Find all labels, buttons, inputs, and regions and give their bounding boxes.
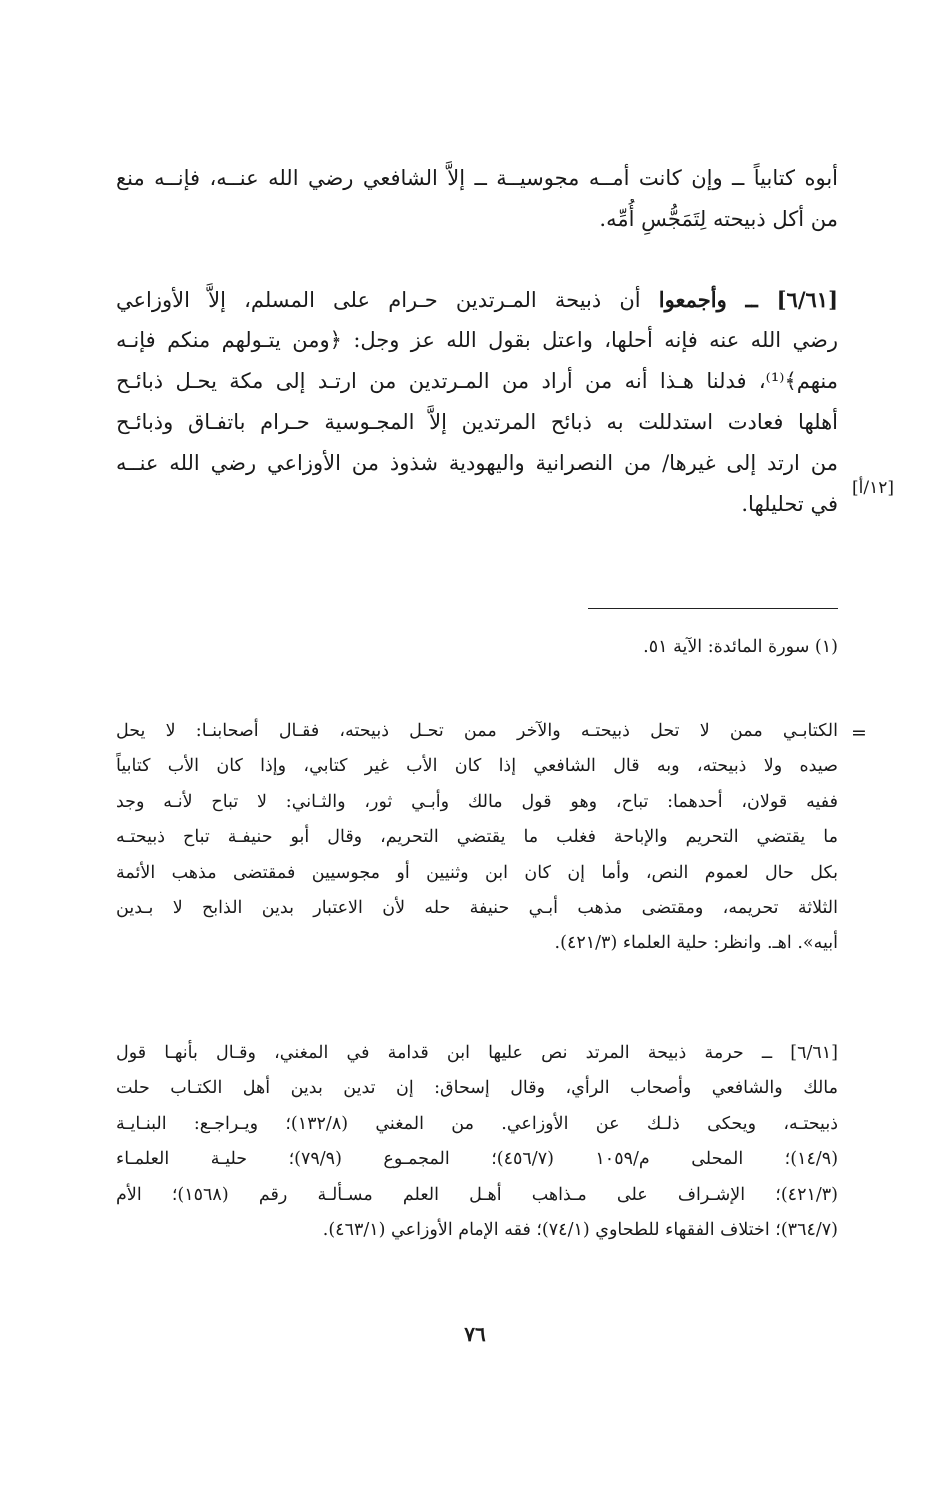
text-line: الثلاثة تحريمه، ومقتضى مذهب أبـي حنيفة حله لأن الاعتبار بدين الذابح لا بـدين (116, 897, 838, 918)
main-paragraph-1 (116, 158, 838, 240)
text-line: رضي الله عنه فإنه أحلها، واعتل بقول الله عز وجل: ﴿ومن يتـولهم منكم فإنـه (116, 328, 838, 352)
footnote-1 (116, 630, 838, 665)
text-line: (١) سورة المائدة: الآية ٥١. (643, 637, 838, 657)
page-number: ٧٦ (464, 1322, 486, 1346)
text-line: مالك والشافعي وأصحاب الرأي، وقال إسحاق: إن تدين بدين أهل الكتـاب حلت (116, 1078, 838, 1099)
text-line: أبوه كتابياً ــ وإن كانت أمــه مجوسيــة ــ إلاَّ الشافعي رضي الله عنــه، فإنــه منع (116, 166, 838, 190)
text-line: أبيه». اهـ. وانظر: حلية العلماء (٤٢١/٣). (554, 933, 838, 954)
text-line: من أكل ذبيحته لِتَمَجُّسِ أُمِّه. (599, 207, 838, 231)
text-line: [٦/٦١] ــ حرمة ذبيحة المرتد نص عليها ابن قدامة في المغني، وقـال بأنهـا قول (116, 1043, 838, 1063)
text-line: الكتابـي ممن لا تحل ذبيحتـه والآخر ممن تحـل ذبيحته، فقـال أصحابنـا: لا يحل (116, 721, 838, 741)
section-marker: [٦/٦١] ــ وأجمعوا (658, 287, 838, 312)
text-line: ففيه قولان، أحدهما: تباح، وهو قول مالك وأبـي ثور، والثـاني: لا تباح لأنـه وجد (116, 791, 838, 812)
footnote-commentary-block (116, 1036, 838, 1248)
footnote-separator (588, 608, 838, 609)
text-line: من ارتد إلى غيرها/ من النصرانية واليهودية شذوذ من الأوزاعي رضي الله عنــه (116, 451, 838, 475)
text-line: (٣٦٤/٧)؛ اختلاف الفقهاء للطحاوي (٧٤/١)؛ فقه الإمام الأوزاعي (٤٦٣/١). (322, 1219, 838, 1240)
text-line: في تحليلها. (741, 492, 838, 516)
footnote-continuation-block (116, 714, 838, 962)
text-line: ذبيحتـه، ويحكى ذلـك عن الأوزاعي. من المغني (١٣٢/٨)؛ ويـراجـع: البنـايـة (116, 1113, 838, 1134)
text-line: صيده ولا ذبيحته، وبه قال الشافعي إذا كان الأب غير كتابي، وإذا كان الأب كتابياً (116, 756, 838, 777)
text-line: ما يقتضي التحريم والإباحة فغلب ما يقتضي التحريم، وقال أبو حنيفـة تباح ذبيحتـه (116, 827, 838, 848)
text-line: (٤٢١/٣)؛ الإشـراف على مـذاهب أهـل العلم مسـألـة رقم (١٥٦٨)؛ الأم (116, 1184, 838, 1205)
text-line: (١٤/٩)؛ المحلى م/١٠٥٩ (٤٥٦/٧)؛ المجمـوع (٧٩/٩)؛ حليـة العلمـاء (116, 1149, 838, 1170)
main-paragraph-2 (116, 279, 838, 525)
manuscript-folio-reference: [١٢/أ] (852, 478, 894, 498)
text-line: منهم﴾⁽¹⁾، فدلنا هـذا أنه من أراد من المـرتدين من ارتـد إلى مكة يحـل ذبائـح (116, 369, 838, 393)
continuation-mark: = (851, 722, 867, 744)
text-line (116, 279, 838, 320)
text-fragment: أن ذبيحة المـرتدين حـرام على المسلم، إلاَّ الأوزاعي (116, 288, 659, 312)
text-line: بكل حال لعموم النص، وأما إن كان ابن وثنيين أو مجوسيين فمقتضى مذهب الأئمة (116, 862, 838, 883)
text-line: أهلها فعادت استدللت به ذبائح المرتدين إلاَّ المجـوسية حـرام باتفـاق وذبائـح (116, 410, 838, 434)
